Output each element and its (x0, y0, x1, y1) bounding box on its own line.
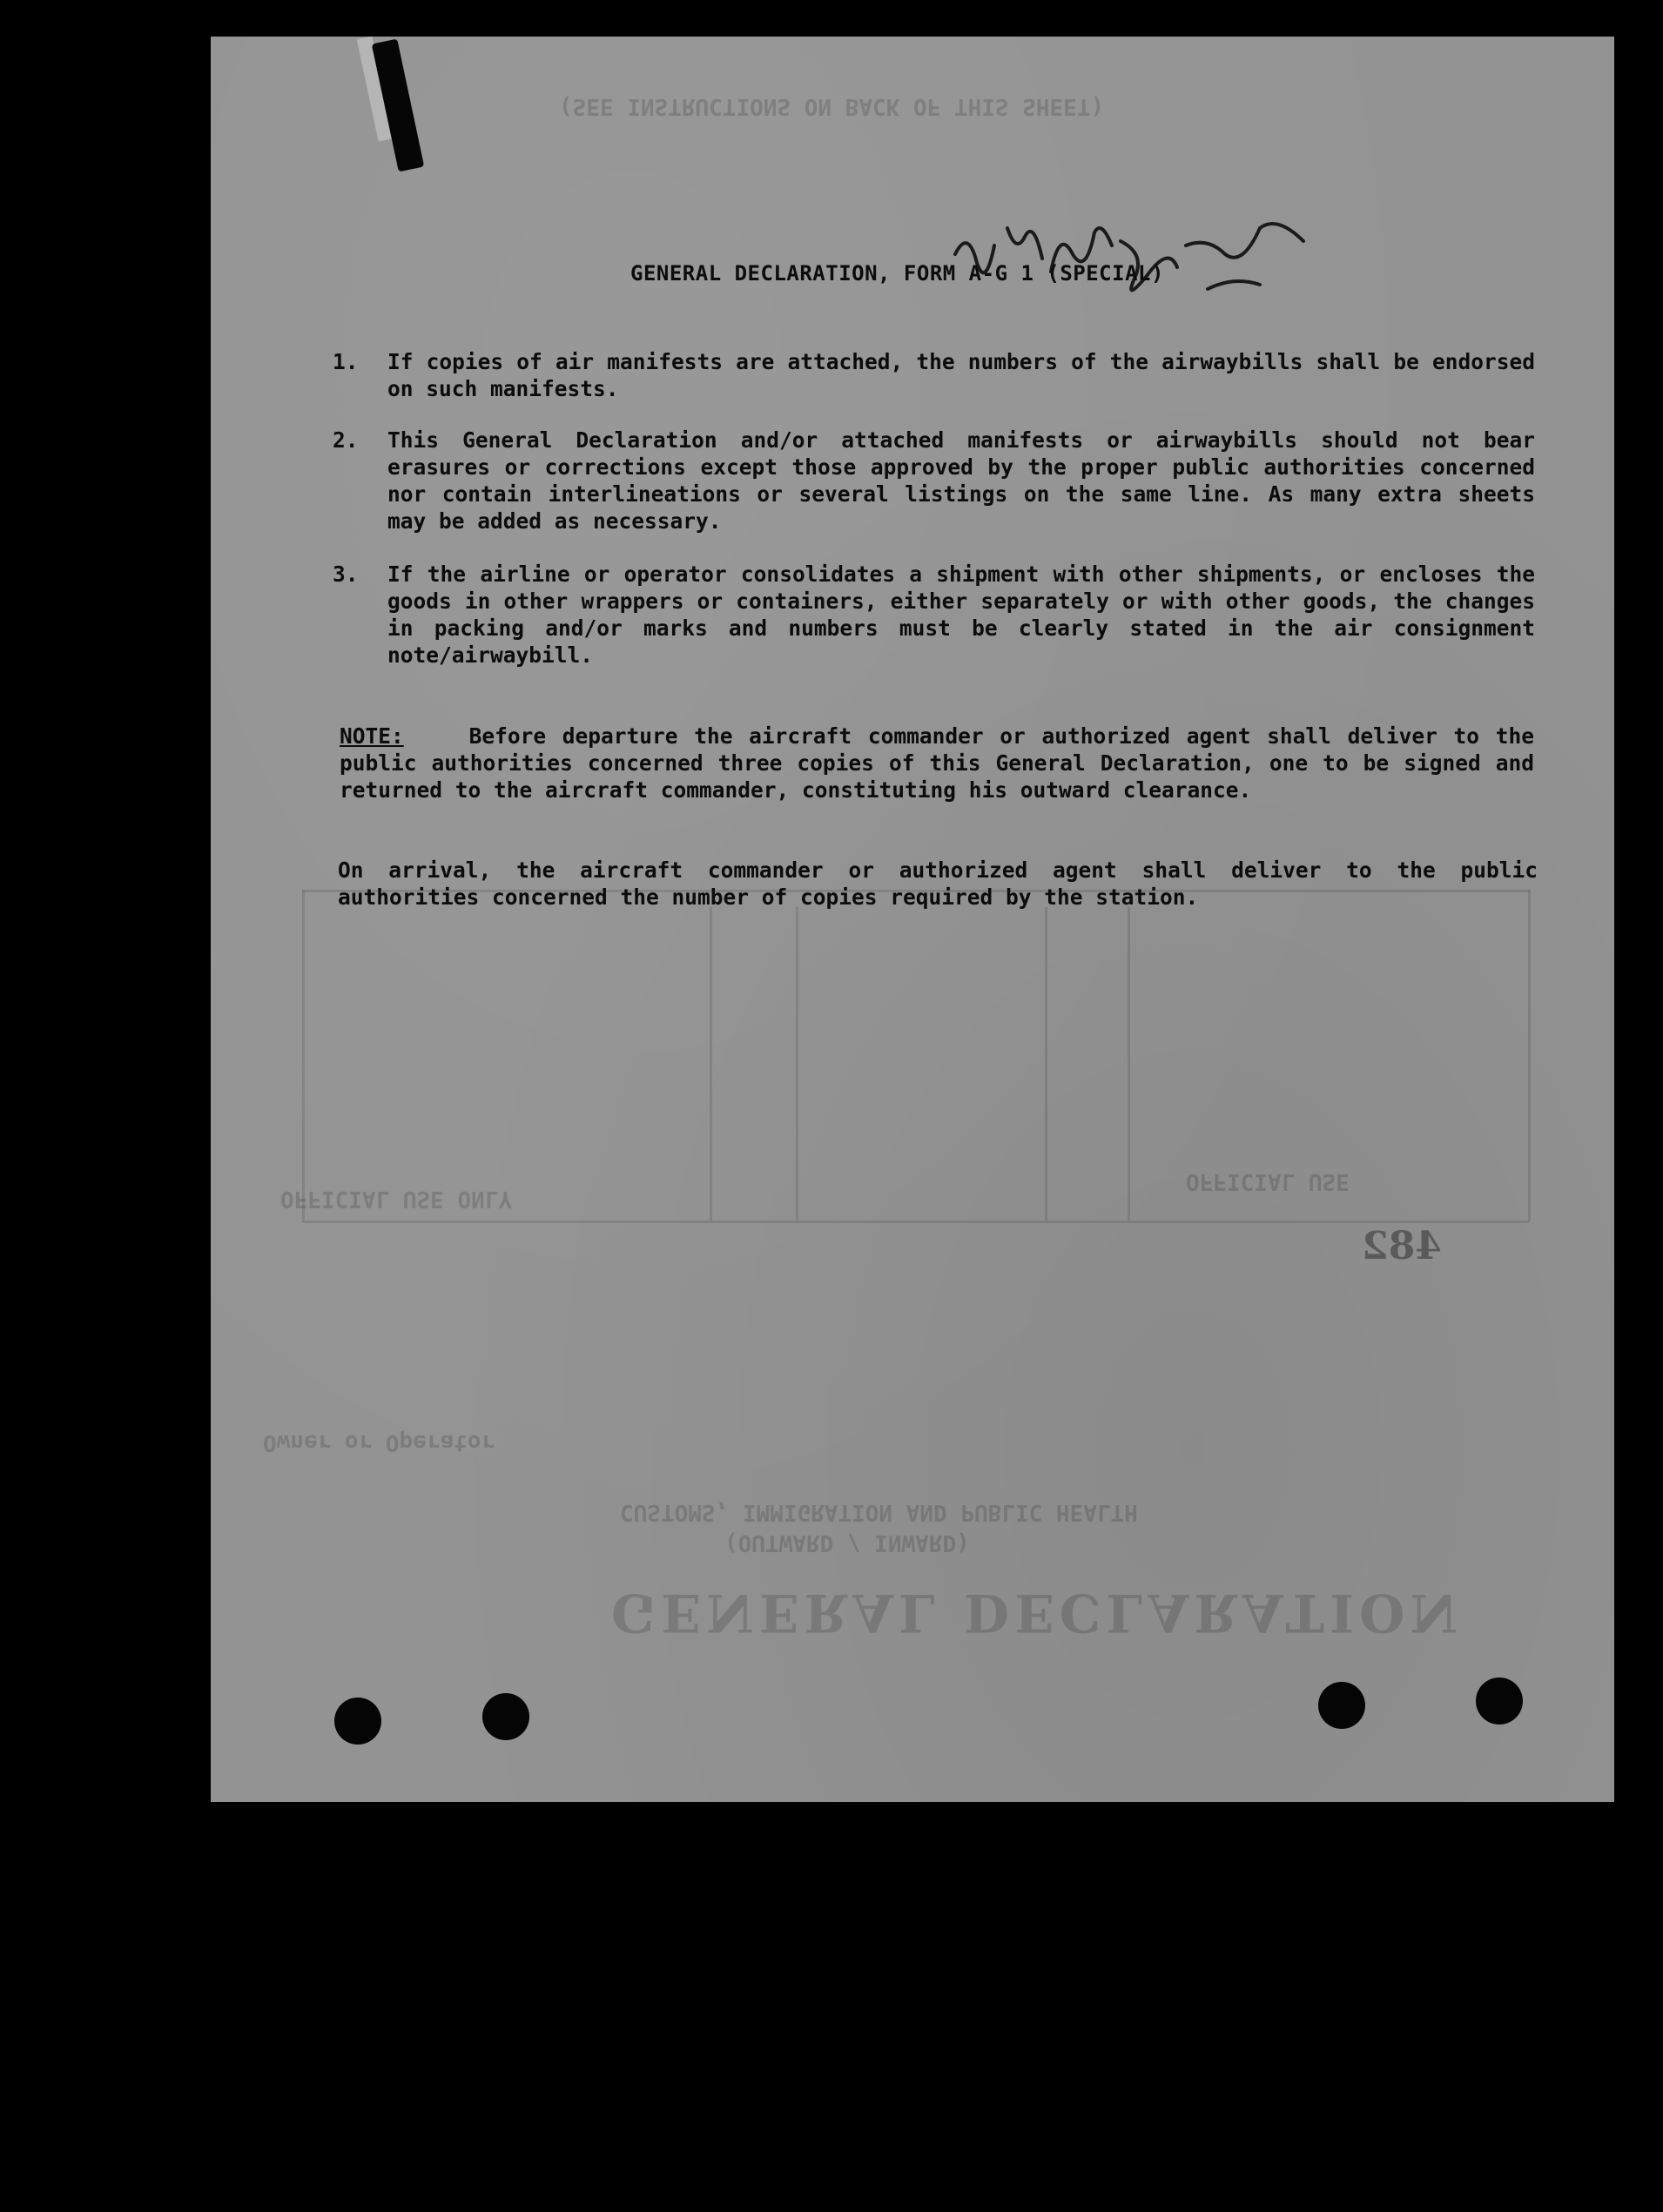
bleed-through-rule (1128, 907, 1130, 1220)
punch-hole (1318, 1682, 1365, 1729)
page-number-bleed: 482 (1362, 1224, 1442, 1268)
bleed-through-line: (SEE INSTRUCTIONS ON BACK OF THIS SHEET) (559, 93, 1105, 119)
bleed-through-line: CUSTOMS, IMMIGRATION AND PUBLIC HEALTH (620, 1499, 1138, 1525)
item-number: 1. (333, 349, 359, 374)
item-text: If the airline or operator consolidates a shipment with other shipments, or encloses the goods in other wrappers or containers, either separately or with other goods, the changes in packing and/or marks and numbers must be clearly stated in the air consignment note/airwaybill. (387, 561, 1535, 668)
item-text: If copies of air manifests are attached, the numbers of the airwaybills shall be endorsed on such manifests. (387, 349, 1535, 401)
bleed-through-rule (1045, 907, 1047, 1220)
bleed-through-rule (796, 907, 798, 1220)
page-title: GENERAL DECLARATION, FORM A-G 1 (SPECIAL) (630, 261, 1164, 286)
bleed-through-rule (710, 907, 712, 1220)
punch-hole (1476, 1677, 1523, 1725)
punch-hole (334, 1698, 381, 1745)
punch-hole (482, 1693, 529, 1740)
bleed-through-heading: GENERAL DECLARATION (611, 1582, 1464, 1643)
note-paragraph (340, 723, 1534, 803)
item-number: 2. (333, 427, 359, 453)
bleed-through-line: (OUTWARD / INWARD) (724, 1530, 970, 1556)
document-page (211, 37, 1614, 1802)
bleed-through-line: OFFICIAL USE ONLY (280, 1186, 513, 1212)
arrival-paragraph: On arrival, the aircraft commander or authorized agent shall deliver to the public authorities concerned the number of copies required by the station. (338, 857, 1538, 910)
item-number: 3. (333, 561, 359, 587)
bleed-through-rule (302, 1220, 1530, 1223)
bleed-through-rule (302, 890, 305, 1220)
note-label: NOTE: (340, 723, 404, 749)
handwritten-annotation (946, 193, 1330, 324)
bleed-through-line: Owner or Operator (263, 1429, 495, 1456)
bleed-through-line: OFFICIAL USE (1186, 1168, 1350, 1194)
bleed-through-rule (1528, 890, 1531, 1220)
note-text: Before departure the aircraft commander or authorized agent shall deliver to the public authorities concerned three copies of this General Declaration, one to be signed and returned to the aircraft commander, constituting his outward clearance. (340, 723, 1534, 803)
item-text: This General Declaration and/or attached manifests or airwaybills should not bear erasures or corrections except those approved by the proper public authorities concerned nor contain interlineations or several listings on the same line. As many extra sheets may be added as necessary. (387, 427, 1535, 534)
